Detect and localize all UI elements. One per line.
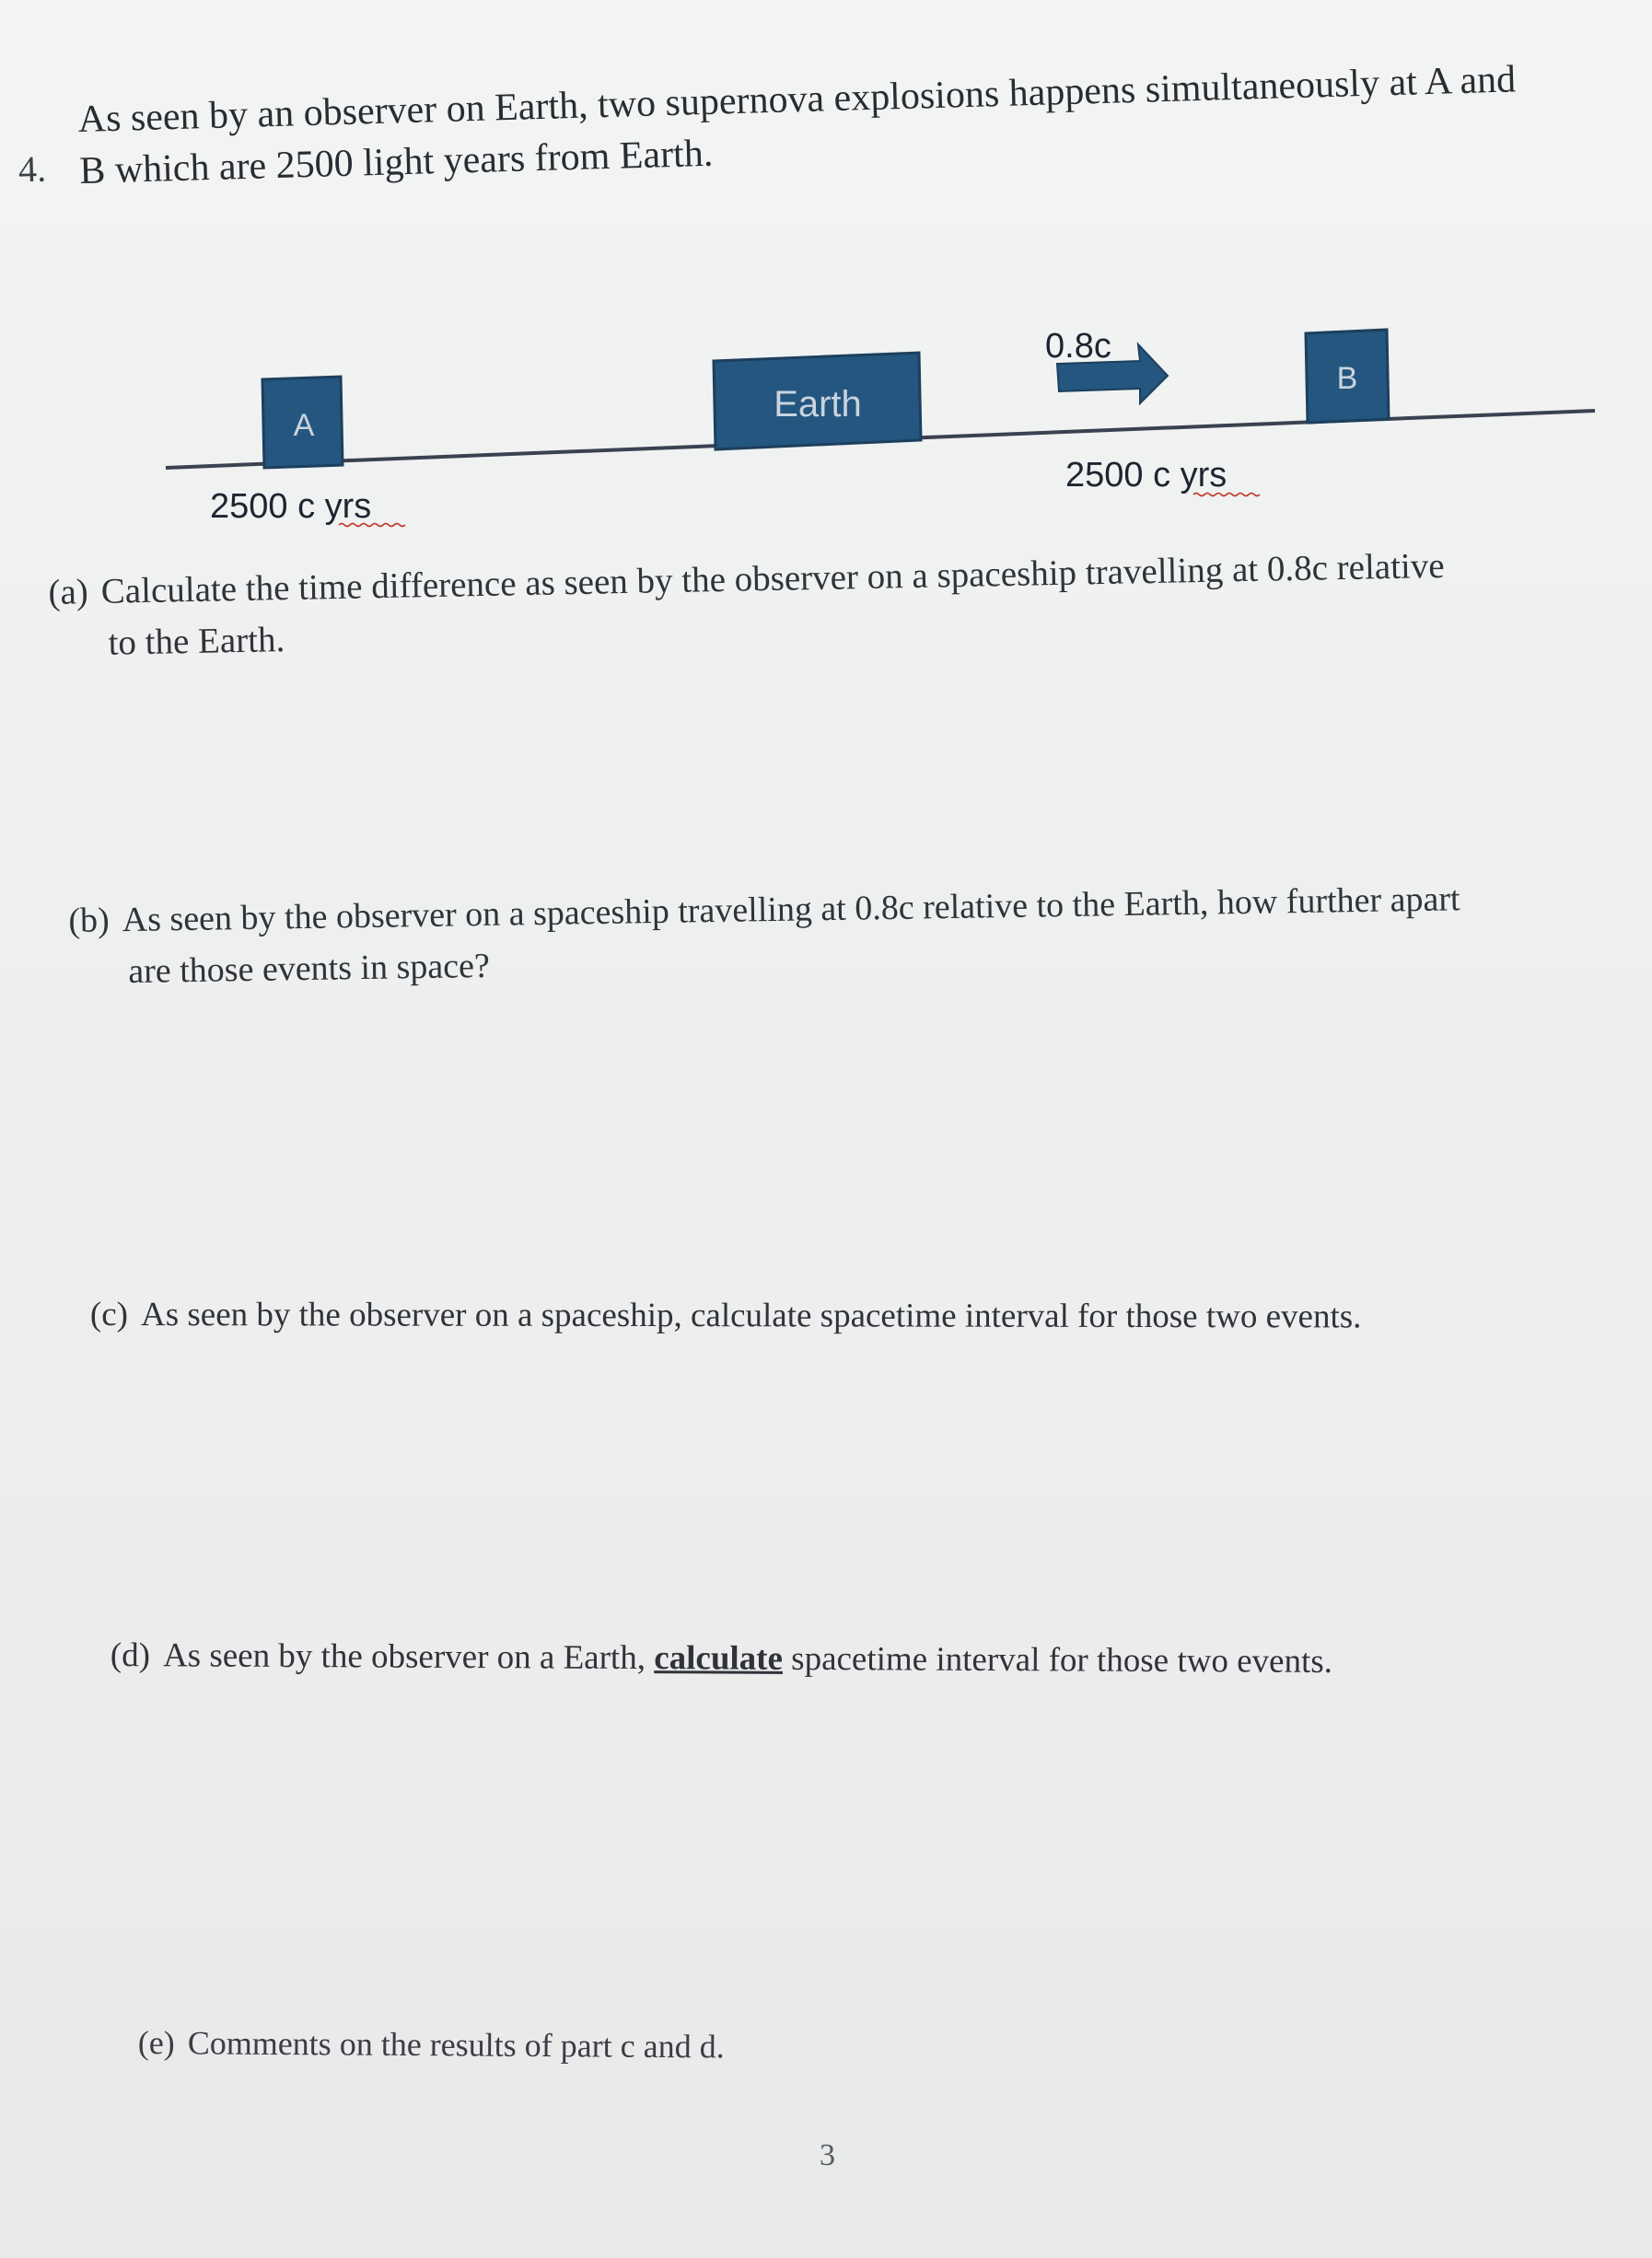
part-c-line-1: As seen by the observer on a spaceship, calculate spacetime interval for those two events. — [140, 1296, 1362, 1336]
page-number: 3 — [820, 2138, 835, 2172]
part-a-label: (a) — [48, 572, 89, 612]
part-c-label: (c) — [89, 1296, 129, 1334]
part-d-text-before: As seen by the observer on a Earth, — [162, 1636, 655, 1678]
part-e-line-1: Comments on the results of part c and d. — [187, 2024, 725, 2066]
part-c — [90, 1289, 1362, 1343]
part-e — [138, 2017, 725, 2072]
part-a-line-2: to the Earth. — [108, 620, 285, 663]
box-earth — [714, 353, 921, 449]
distance-right-label: 2500 c yrs — [1065, 456, 1227, 495]
box-earth-label: Earth — [774, 384, 862, 425]
question-line-1: As seen by an observer on Earth, two supernova explosions happens simultaneously at A and — [77, 58, 1517, 141]
question-number: 4. — [17, 147, 47, 191]
part-b-line-2: are those events in space? — [127, 946, 491, 991]
part-b — [68, 873, 1461, 998]
part-a-line-1: Calculate the time difference as seen by the observer on a spaceship travelling at 0.8c relative — [100, 545, 1445, 611]
part-e-label: (e) — [137, 2023, 175, 2062]
box-b-label: B — [1336, 361, 1358, 396]
velocity-label: 0.8c — [1045, 327, 1111, 366]
part-d — [111, 1630, 1332, 1688]
part-d-label: (d) — [110, 1635, 151, 1675]
supernova-diagram — [0, 304, 1652, 543]
question-line-2: B which are 2500 light years from Earth. — [78, 132, 714, 192]
part-a — [48, 541, 1446, 670]
part-d-emphasis: calculate — [654, 1639, 784, 1678]
distance-left-label: 2500 c yrs — [210, 487, 372, 526]
part-b-line-1: As seen by the observer on a spaceship travelling at 0.8c relative to the Earth, how further apart — [122, 879, 1460, 940]
part-d-text-after: spacetime interval for those two events. — [782, 1639, 1333, 1681]
question-text — [77, 53, 1518, 197]
part-b-label: (b) — [68, 901, 111, 940]
box-a — [262, 377, 343, 468]
box-a-label: A — [293, 408, 315, 443]
box-b — [1306, 330, 1389, 423]
